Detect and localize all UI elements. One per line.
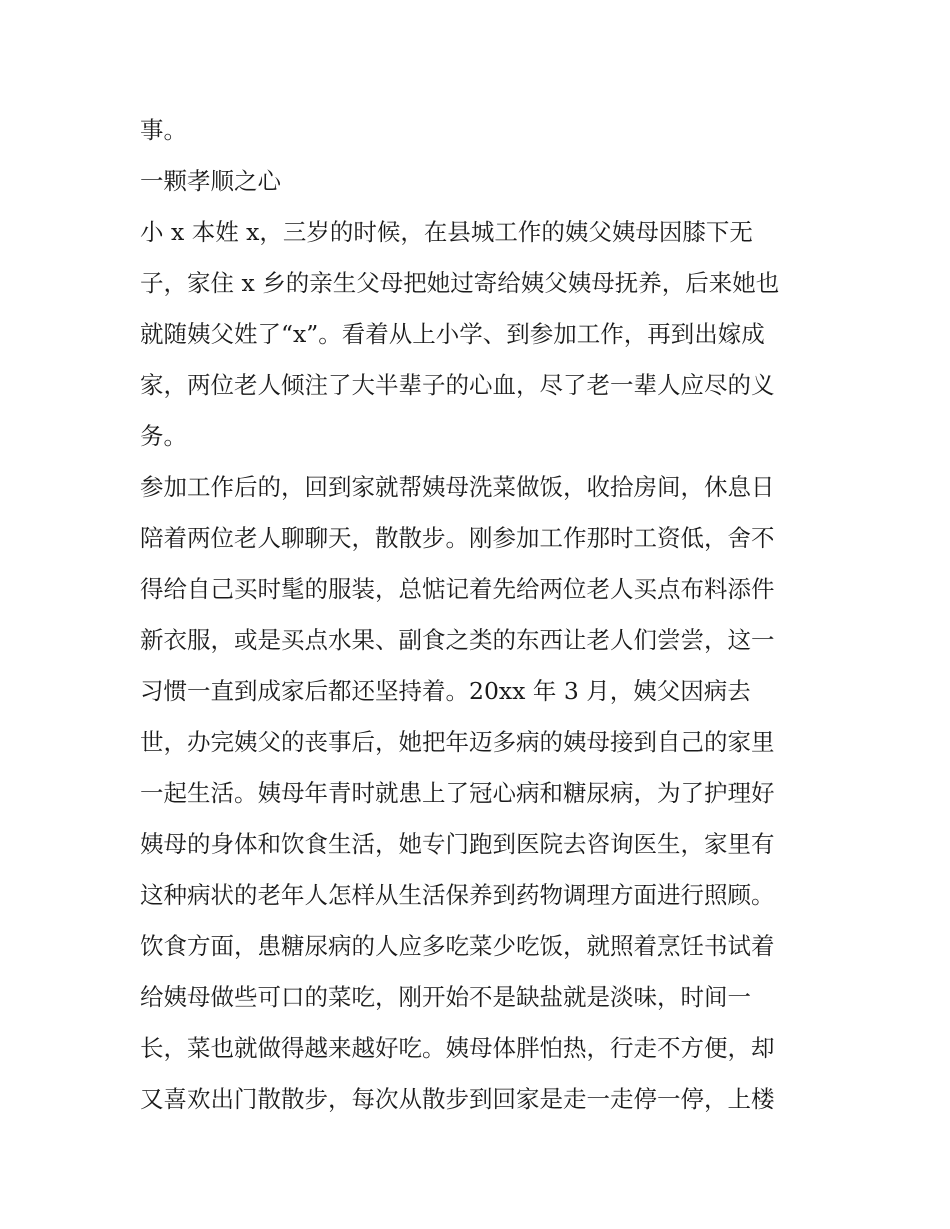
text-line: 小 x 本姓 x，三岁的时候，在县城工作的姨父姨母因膝下无	[140, 218, 753, 246]
text-line: 世，办完姨父的丧事后，她把年迈多病的姨母接到自己的家里	[140, 728, 775, 756]
text-line: 就随姨父姓了“x”。看着从上小学、到参加工作，再到出嫁成	[140, 320, 765, 348]
text-line: 务。	[140, 422, 187, 450]
text-line: 又喜欢出门散散步，每次从散步到回家是走一走停一停，上楼	[140, 1085, 775, 1113]
text-line: 家，两位老人倾注了大半辈子的心血，尽了老一辈人应尽的义	[140, 371, 775, 399]
text-line: 习惯一直到成家后都还坚持着。20xx 年 3 月，姨父因病去	[140, 677, 751, 705]
text-line: 饮食方面，患糖尿病的人应多吃菜少吃饭，就照着烹饪书试着	[140, 932, 775, 960]
document-body	[140, 105, 820, 1125]
text-line: 姨母的身体和饮食生活，她专门跑到医院去咨询医生，家里有	[140, 830, 775, 858]
text-line: 事。	[140, 116, 187, 144]
text-line: 子，家住 x 乡的亲生父母把她过寄给姨父姨母抚养，后来她也	[140, 269, 780, 297]
text-line: 一起生活。姨母年青时就患上了冠心病和糖尿病，为了护理好	[140, 779, 775, 807]
text-line: 给姨母做些可口的菜吃，刚开始不是缺盐就是淡味，时间一	[140, 983, 751, 1011]
text-line: 长，菜也就做得越来越好吃。姨母体胖怕热，行走不方便，却	[140, 1034, 775, 1062]
text-line: 得给自己买时髦的服装，总惦记着先给两位老人买点布料添件	[140, 575, 775, 603]
text-line: 参加工作后的，回到家就帮姨母洗菜做饭，收拾房间，休息日	[140, 473, 775, 501]
section-heading: 一颗孝顺之心	[140, 167, 281, 195]
text-line: 这种病状的老年人怎样从生活保养到药物调理方面进行照顾。	[140, 881, 775, 909]
text-line: 陪着两位老人聊聊天，散散步。刚参加工作那时工资低，舍不	[140, 524, 775, 552]
text-line: 新衣服，或是买点水果、副食之类的东西让老人们尝尝，这一	[140, 626, 775, 654]
